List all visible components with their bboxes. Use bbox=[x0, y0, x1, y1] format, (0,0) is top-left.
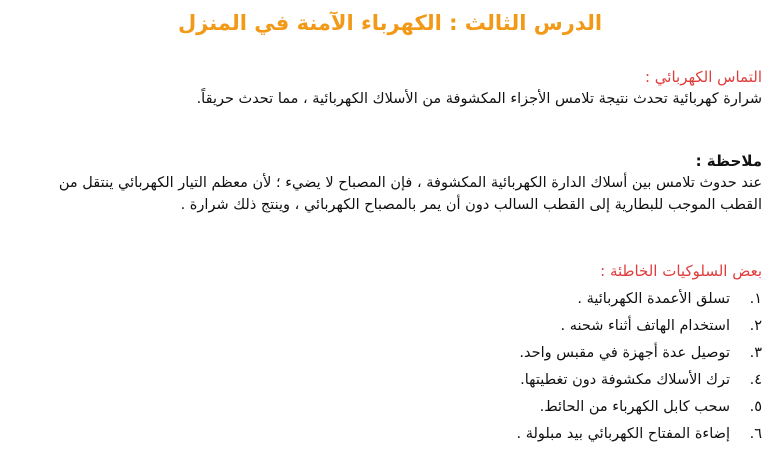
list-item-number: ٤. bbox=[749, 372, 762, 388]
short-circuit-heading: التماس الكهربائي : bbox=[644, 68, 762, 86]
list-item bbox=[18, 286, 762, 313]
wrong-behaviors-heading: بعض السلوكيات الخاطئة : bbox=[600, 262, 762, 280]
list-item-number: ٢. bbox=[749, 318, 762, 334]
list-item-number: ٦. bbox=[749, 426, 762, 442]
note-section bbox=[18, 150, 762, 216]
note-heading: ملاحظة : bbox=[695, 152, 762, 170]
note-text-line-2: القطب الموجب للبطارية إلى القطب السالب دون أن يمر بالمصباح الكهربائي ، وينتج ذلك شرارة . bbox=[180, 197, 762, 213]
list-item-number: ٥. bbox=[749, 399, 762, 415]
wrong-behaviors-list bbox=[18, 286, 762, 448]
list-item-text: تسلق الأعمدة الكهربائية . bbox=[577, 291, 730, 307]
lesson-page bbox=[18, 0, 762, 470]
list-item-number: ٣. bbox=[749, 345, 762, 361]
list-item bbox=[18, 394, 762, 421]
list-item bbox=[18, 421, 762, 448]
short-circuit-definition: شرارة كهربائية تحدث نتيجة تلامس الأجزاء المكشوفة من الأسلاك الكهربائية ، مما تحدث حريقاً. bbox=[196, 91, 762, 107]
list-item-text: توصيل عدة أجهزة في مقبس واحد. bbox=[519, 345, 730, 361]
short-circuit-section bbox=[18, 66, 762, 110]
note-text-line-1: عند حدوث تلامس بين أسلاك الدارة الكهربائية المكشوفة ، فإن المصباح لا يضيء ؛ لأن معظم التيار الكهربائي ينتقل من bbox=[58, 175, 762, 191]
list-item bbox=[18, 340, 762, 367]
list-item-text: استخدام الهاتف أثناء شحنه . bbox=[560, 318, 730, 334]
list-item bbox=[18, 313, 762, 340]
list-item-number: ١. bbox=[749, 291, 762, 307]
list-item-text: إضاءة المفتاح الكهربائي بيد مبلولة . bbox=[516, 426, 730, 442]
list-item-text: سحب كابل الكهرباء من الحائط. bbox=[539, 399, 730, 415]
list-item bbox=[18, 367, 762, 394]
list-item-text: ترك الأسلاك مكشوفة دون تغطيتها. bbox=[520, 372, 730, 388]
wrong-behaviors-section bbox=[18, 260, 762, 448]
page-title: الدرس الثالث : الكهرباء الآمنة في المنزل bbox=[177, 11, 603, 35]
